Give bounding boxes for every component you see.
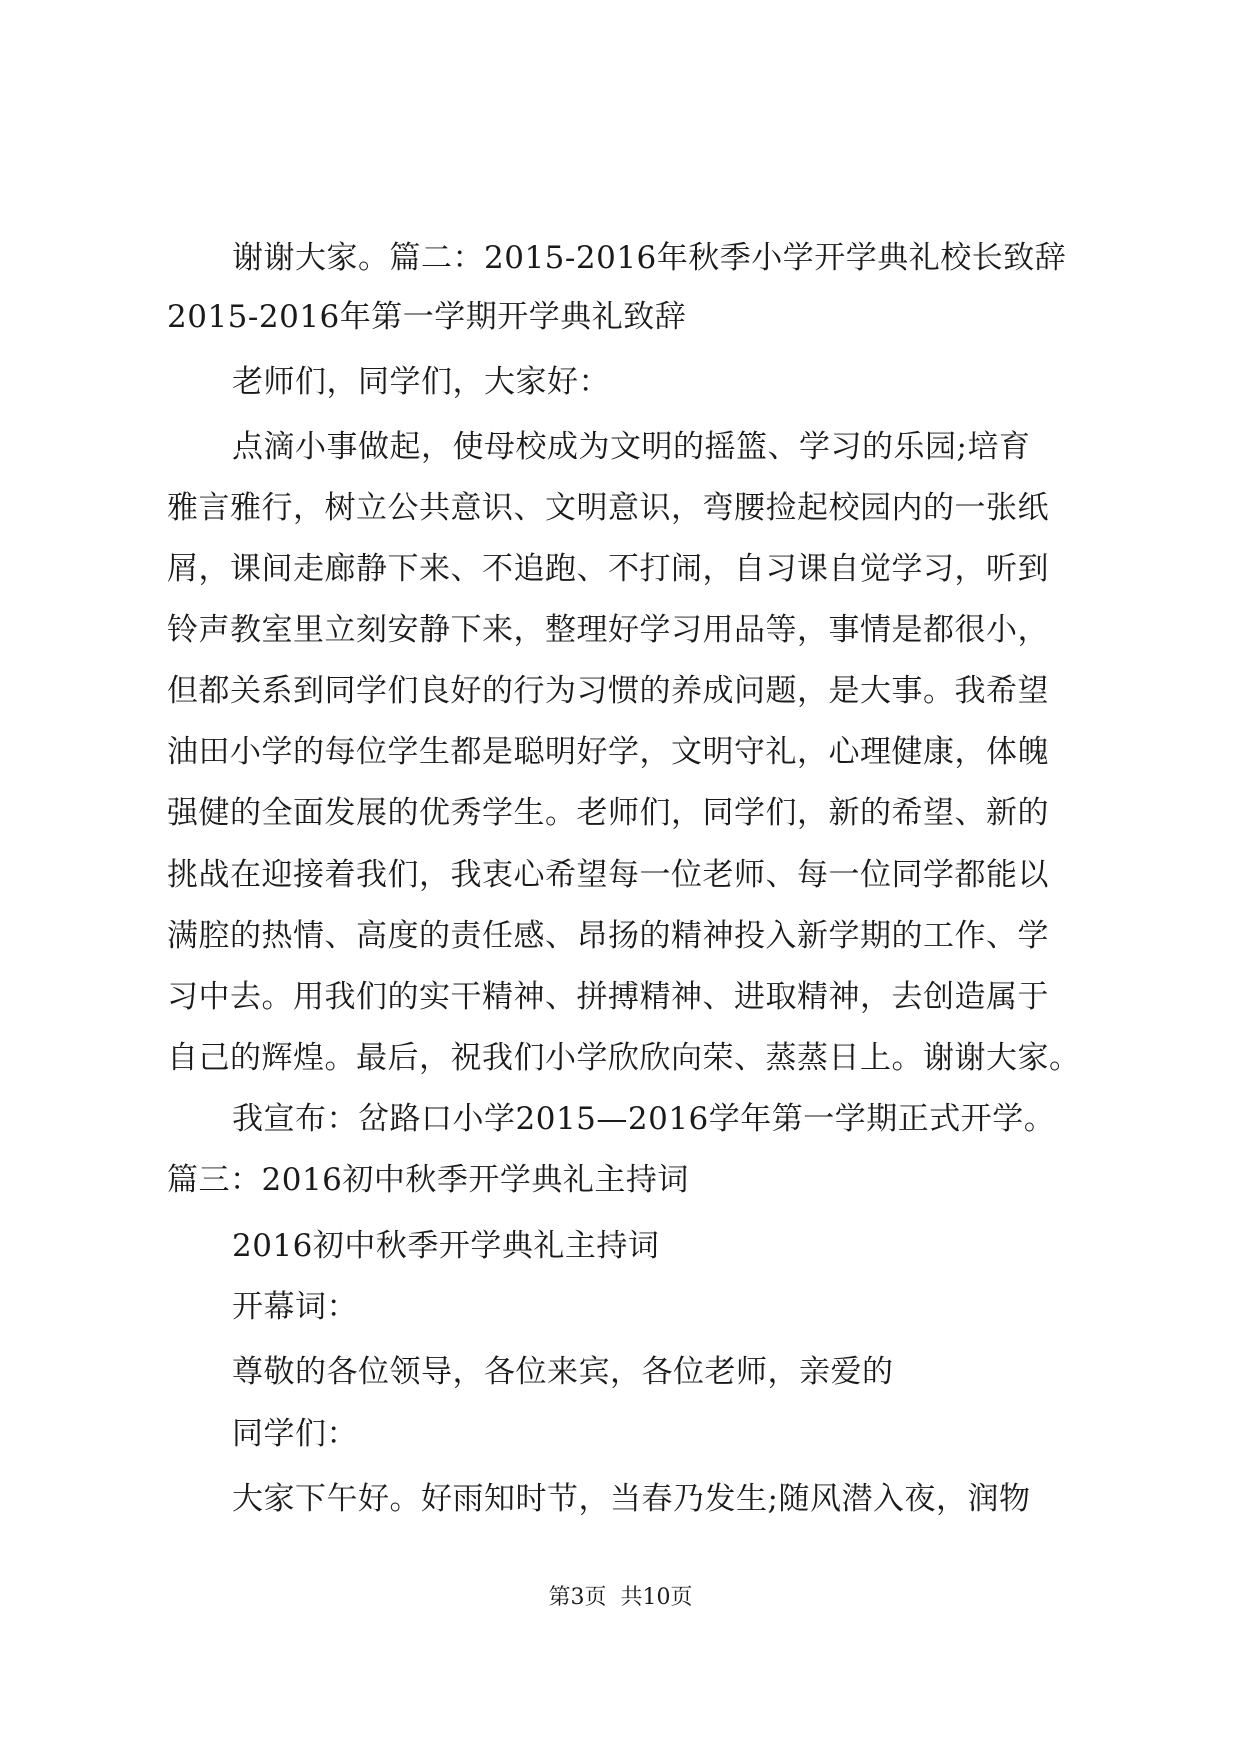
body-line: 2015-2016年第一学期开学典礼致辞 bbox=[167, 299, 687, 335]
body-line: 点滴小事做起，使母校成为文明的摇篮、学习的乐园;培育 bbox=[232, 429, 1031, 465]
body-line: 2016初中秋季开学典礼主持词 bbox=[232, 1228, 660, 1264]
body-line: 尊敬的各位领导，各位来宾，各位老师，亲爱的 bbox=[232, 1354, 894, 1390]
body-line: 谢谢大家。篇二：2015-2016年秋季小学开学典礼校长致辞 bbox=[232, 240, 1067, 276]
body-line: 我宣布：岔路口小学2015—2016学年第一学期正式开学。 bbox=[232, 1101, 1056, 1137]
body-line: 强健的全面发展的优秀学生。老师们，同学们，新的希望、新的 bbox=[167, 795, 1049, 831]
body-line: 铃声教室里立刻安静下来，整理好学习用品等，事情是都很小， bbox=[167, 612, 1049, 648]
body-line: 开幕词： bbox=[232, 1289, 358, 1325]
body-line: 习中去。用我们的实干精神、拼搏精神、进取精神，去创造属于 bbox=[167, 979, 1049, 1015]
page-footer: 第3页 共10页 bbox=[548, 1585, 693, 1610]
section-heading: 篇三：2016初中秋季开学典礼主持词 bbox=[167, 1162, 689, 1198]
body-line: 但都关系到同学们良好的行为习惯的养成问题，是大事。我希望 bbox=[167, 673, 1049, 709]
body-line: 雅言雅行，树立公共意识、文明意识，弯腰捡起校园内的一张纸 bbox=[167, 490, 1049, 526]
body-line: 满腔的热情、高度的责任感、昂扬的精神投入新学期的工作、学 bbox=[167, 918, 1049, 954]
body-line: 同学们： bbox=[232, 1416, 358, 1452]
body-line: 自己的辉煌。最后，祝我们小学欣欣向荣、蒸蒸日上。谢谢大家。 bbox=[167, 1040, 1081, 1076]
body-line: 挑战在迎接着我们，我衷心希望每一位老师、每一位同学都能以 bbox=[167, 857, 1049, 893]
body-line: 油田小学的每位学生都是聪明好学，文明守礼，心理健康，体魄 bbox=[167, 734, 1049, 770]
body-line: 屑，课间走廊静下来、不追跑、不打闹，自习课自觉学习，听到 bbox=[167, 551, 1049, 587]
body-line: 大家下午好。好雨知时节，当春乃发生;随风潜入夜，润物 bbox=[232, 1481, 1031, 1517]
body-line: 老师们，同学们，大家好： bbox=[232, 364, 610, 400]
